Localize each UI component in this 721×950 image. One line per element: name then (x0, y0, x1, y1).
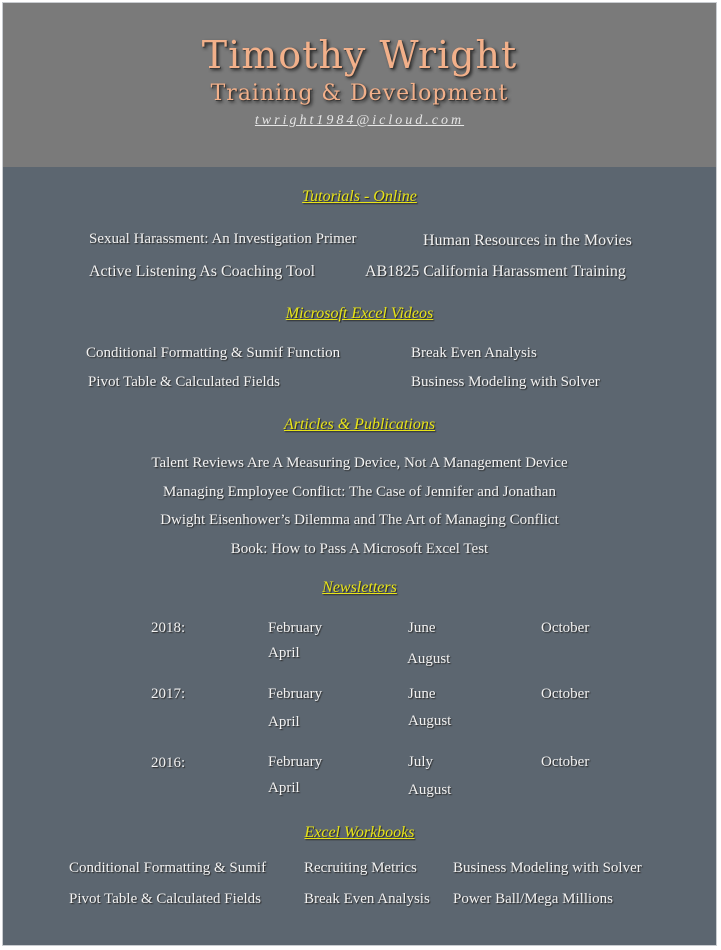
page-title: Timothy Wright (201, 33, 518, 77)
newsletter-link[interactable]: August (408, 713, 452, 729)
workbook-link[interactable]: Pivot Table & Calculated Fields (69, 891, 261, 907)
page-subtitle: Training & Development (210, 81, 509, 106)
workbook-link[interactable]: Power Ball/Mega Millions (453, 891, 613, 907)
newsletter-link[interactable]: February (268, 620, 323, 636)
article-link[interactable]: Managing Employee Conflict: The Case of Jennifer and Jonathan (163, 484, 556, 500)
article-link[interactable]: Dwight Eisenhower’s Dilemma and The Art of Managing Conflict (160, 512, 559, 528)
workbooks-heading[interactable]: Excel Workbooks (304, 824, 415, 841)
page-frame (2, 2, 717, 946)
tutorial-link[interactable]: Human Resources in the Movies (423, 232, 632, 249)
excel-video-link[interactable]: Break Even Analysis (411, 345, 537, 361)
tutorials-heading[interactable]: Tutorials - Online (302, 188, 417, 205)
newsletter-year: 2016: (151, 755, 186, 771)
excel-video-link[interactable]: Conditional Formatting & Sumif Function (86, 345, 341, 361)
workbook-link[interactable]: Conditional Formatting & Sumif (69, 860, 267, 876)
email-link[interactable]: twright1984@icloud.com (254, 113, 465, 128)
workbook-link[interactable]: Business Modeling with Solver (453, 860, 642, 876)
newsletter-link[interactable]: July (408, 754, 434, 770)
newsletter-link[interactable]: August (407, 651, 451, 667)
newsletter-link[interactable]: April (268, 714, 300, 730)
newsletter-year: 2017: (151, 686, 186, 702)
newsletter-link[interactable]: February (268, 754, 323, 770)
newsletters-heading[interactable]: Newsletters (322, 579, 397, 596)
article-link[interactable]: Book: How to Pass A Microsoft Excel Test (230, 541, 489, 557)
newsletter-link[interactable]: February (268, 686, 323, 702)
newsletter-link[interactable]: April (268, 645, 300, 661)
tutorial-link[interactable]: Sexual Harassment: An Investigation Primer (89, 231, 357, 247)
articles-heading[interactable]: Articles & Publications (283, 416, 436, 433)
newsletter-link[interactable]: April (268, 780, 300, 796)
tutorial-link[interactable]: AB1825 California Harassment Training (365, 263, 626, 280)
newsletter-link[interactable]: October (541, 620, 590, 636)
excel-video-link[interactable]: Business Modeling with Solver (411, 374, 600, 390)
header-banner (3, 3, 716, 167)
excel-videos-heading[interactable]: Microsoft Excel Videos (285, 305, 434, 322)
newsletter-link[interactable]: August (408, 782, 452, 798)
workbook-link[interactable]: Break Even Analysis (304, 891, 430, 907)
newsletter-link[interactable]: June (408, 686, 436, 702)
newsletter-year: 2018: (151, 620, 186, 636)
article-link[interactable]: Talent Reviews Are A Measuring Device, Not A Management Device (151, 455, 568, 471)
newsletter-link[interactable]: October (541, 754, 590, 770)
tutorial-link[interactable]: Active Listening As Coaching Tool (89, 263, 316, 280)
newsletter-link[interactable]: October (541, 686, 590, 702)
workbook-link[interactable]: Recruiting Metrics (304, 860, 417, 876)
newsletter-link[interactable]: June (408, 620, 436, 636)
excel-video-link[interactable]: Pivot Table & Calculated Fields (88, 374, 280, 390)
